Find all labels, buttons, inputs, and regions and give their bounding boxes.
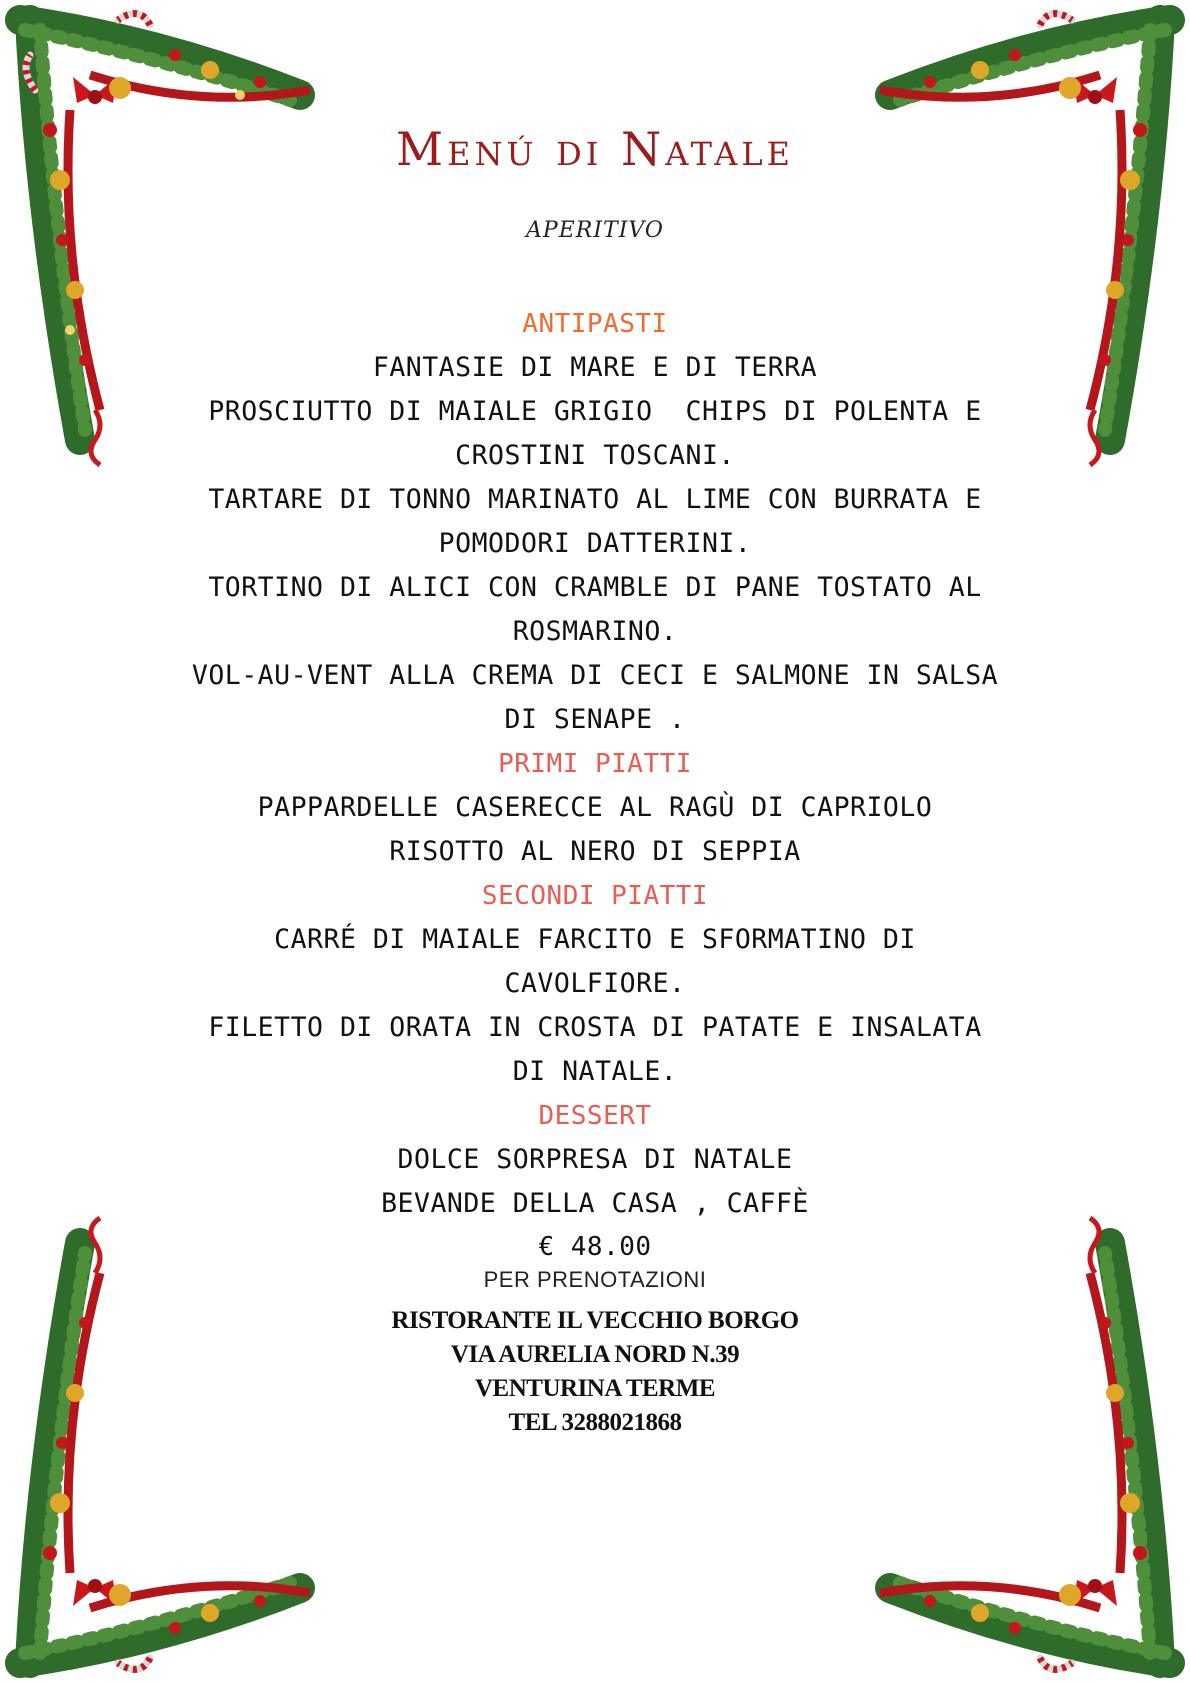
menu-item: FANTASIE DI MARE E DI TERRA (372, 352, 818, 383)
menu-item: CROSTINI TOSCANI. (455, 440, 735, 471)
menu-price: € 48.00 (538, 1232, 652, 1262)
section-heading-dessert: DESSERT (538, 1101, 652, 1131)
menu-item: CAVOLFIORE. (504, 968, 686, 999)
page-title: Menú di Natale (396, 122, 794, 176)
menu-item: ROSMARINO. (512, 616, 678, 647)
menu-item: TARTARE DI TONNO MARINATO AL LIME CON BURRATA E (208, 484, 982, 515)
section-heading-primi: PRIMI PIATTI (498, 749, 692, 779)
restaurant-city: VENTURINA TERME (475, 1375, 715, 1402)
section-heading-antipasti: ANTIPASTI (522, 309, 668, 339)
menu-item: BEVANDE DELLA CASA , CAFFÈ (381, 1188, 809, 1219)
menu-item: PROSCIUTTO DI MAIALE GRIGIO CHIPS DI POLENTA E (208, 396, 982, 427)
menu-item: PAPPARDELLE CASERECCE AL RAGÙ DI CAPRIOLO (257, 792, 933, 823)
menu-item: VOL-AU-VENT ALLA CREMA DI CECI E SALMONE IN SALSA (191, 660, 999, 691)
section-heading-secondi: SECONDI PIATTI (481, 881, 709, 911)
menu-item: TORTINO DI ALICI CON CRAMBLE DI PANE TOSTATO AL (208, 572, 982, 603)
menu-item: FILETTO DI ORATA IN CROSTA DI PATATE E INSALATA (208, 1012, 982, 1043)
menu-item: RISOTTO AL NERO DI SEPPIA (389, 836, 801, 867)
menu-item: CARRÉ DI MAIALE FARCITO E SFORMATINO DI (274, 924, 916, 955)
restaurant-info (130, 1304, 1060, 1440)
aperitivo-label: APERITIVO (526, 218, 664, 243)
menu-item: POMODORI DATTERINI. (438, 528, 752, 559)
menu-item: DOLCE SORPRESA DI NATALE (397, 1144, 793, 1175)
restaurant-address: VIA AURELIA NORD N.39 (450, 1341, 740, 1368)
menu-item: DI SENAPE . (504, 704, 686, 735)
menu-list (130, 302, 1060, 1440)
restaurant-name: RISTORANTE IL VECCHIO BORGO (391, 1307, 799, 1334)
restaurant-phone: TEL 3288021868 (508, 1409, 682, 1436)
menu-item: DI NATALE. (512, 1056, 678, 1087)
reservation-label: PER PRENOTAZIONI (483, 1267, 707, 1292)
